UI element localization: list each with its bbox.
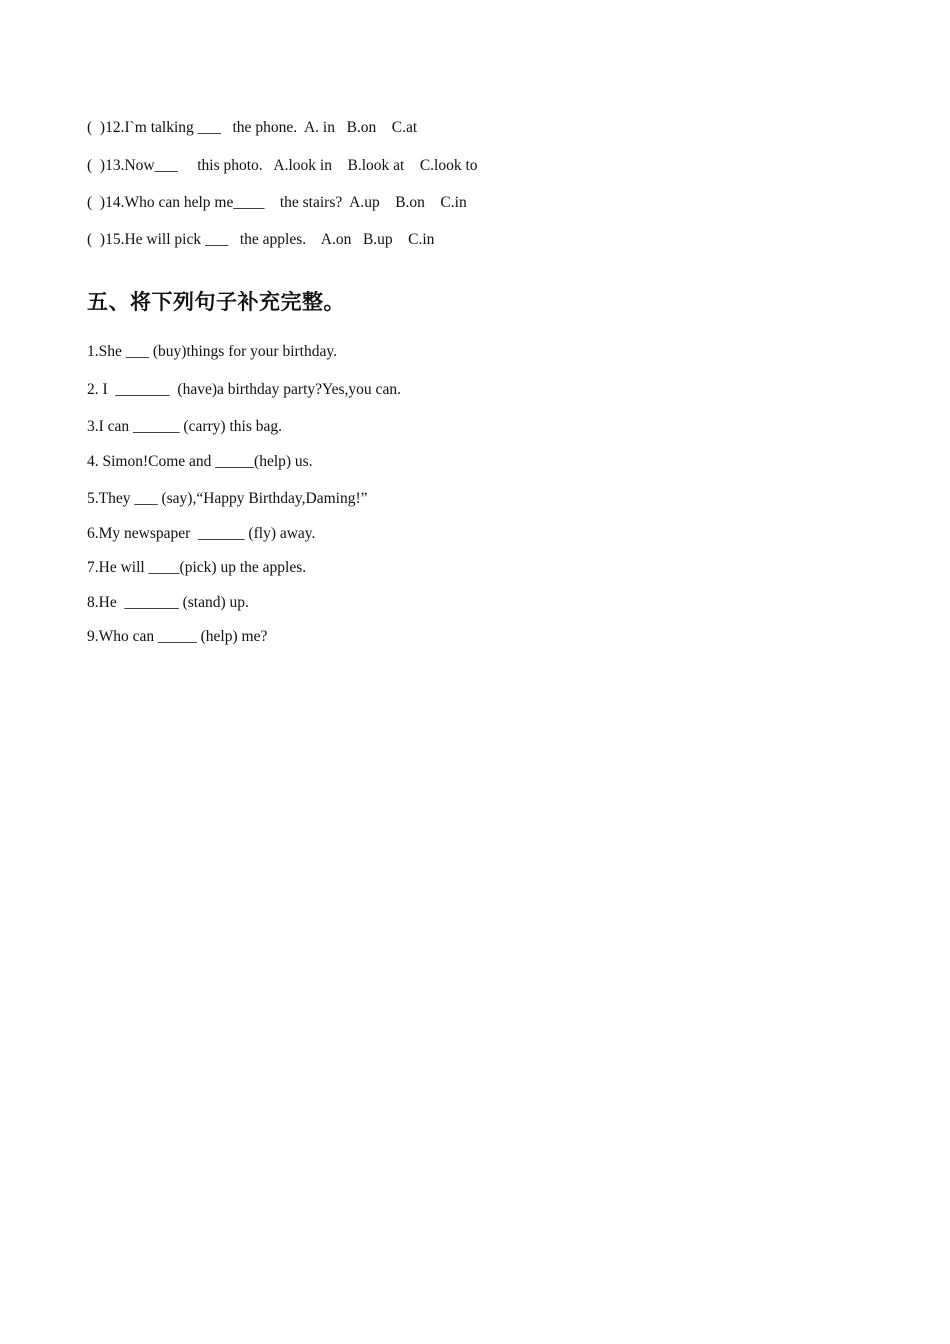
choice-question-12: ( )12.I`m talking ___ the phone. A. in B.on C.at [87,119,418,136]
choice-question-14: ( )14.Who can help me____ the stairs? A.up B.on C.in [87,194,467,211]
fill-item-7: 7.He will ____(pick) up the apples. [87,559,307,576]
choice-question-15: ( )15.He will pick ___ the apples. A.on B.up C.in [87,231,435,248]
fill-item-5: 5.They ___ (say),“Happy Birthday,Daming!” [87,490,368,507]
fill-item-8: 8.He _______ (stand) up. [87,594,249,611]
fill-item-4: 4. Simon!Come and _____(help) us. [87,453,313,470]
fill-item-1: 1.She ___ (buy)things for your birthday. [87,343,337,360]
fill-item-3: 3.I can ______ (carry) this bag. [87,418,282,435]
fill-item-6: 6.My newspaper ______ (fly) away. [87,525,316,542]
section-heading: 五、将下列句子补充完整。 [87,290,345,314]
fill-item-2: 2. I _______ (have)a birthday party?Yes,you can. [87,381,401,398]
fill-item-9: 9.Who can _____ (help) me? [87,628,268,645]
choice-question-13: ( )13.Now___ this photo. A.look in B.look at C.look to [87,157,478,174]
